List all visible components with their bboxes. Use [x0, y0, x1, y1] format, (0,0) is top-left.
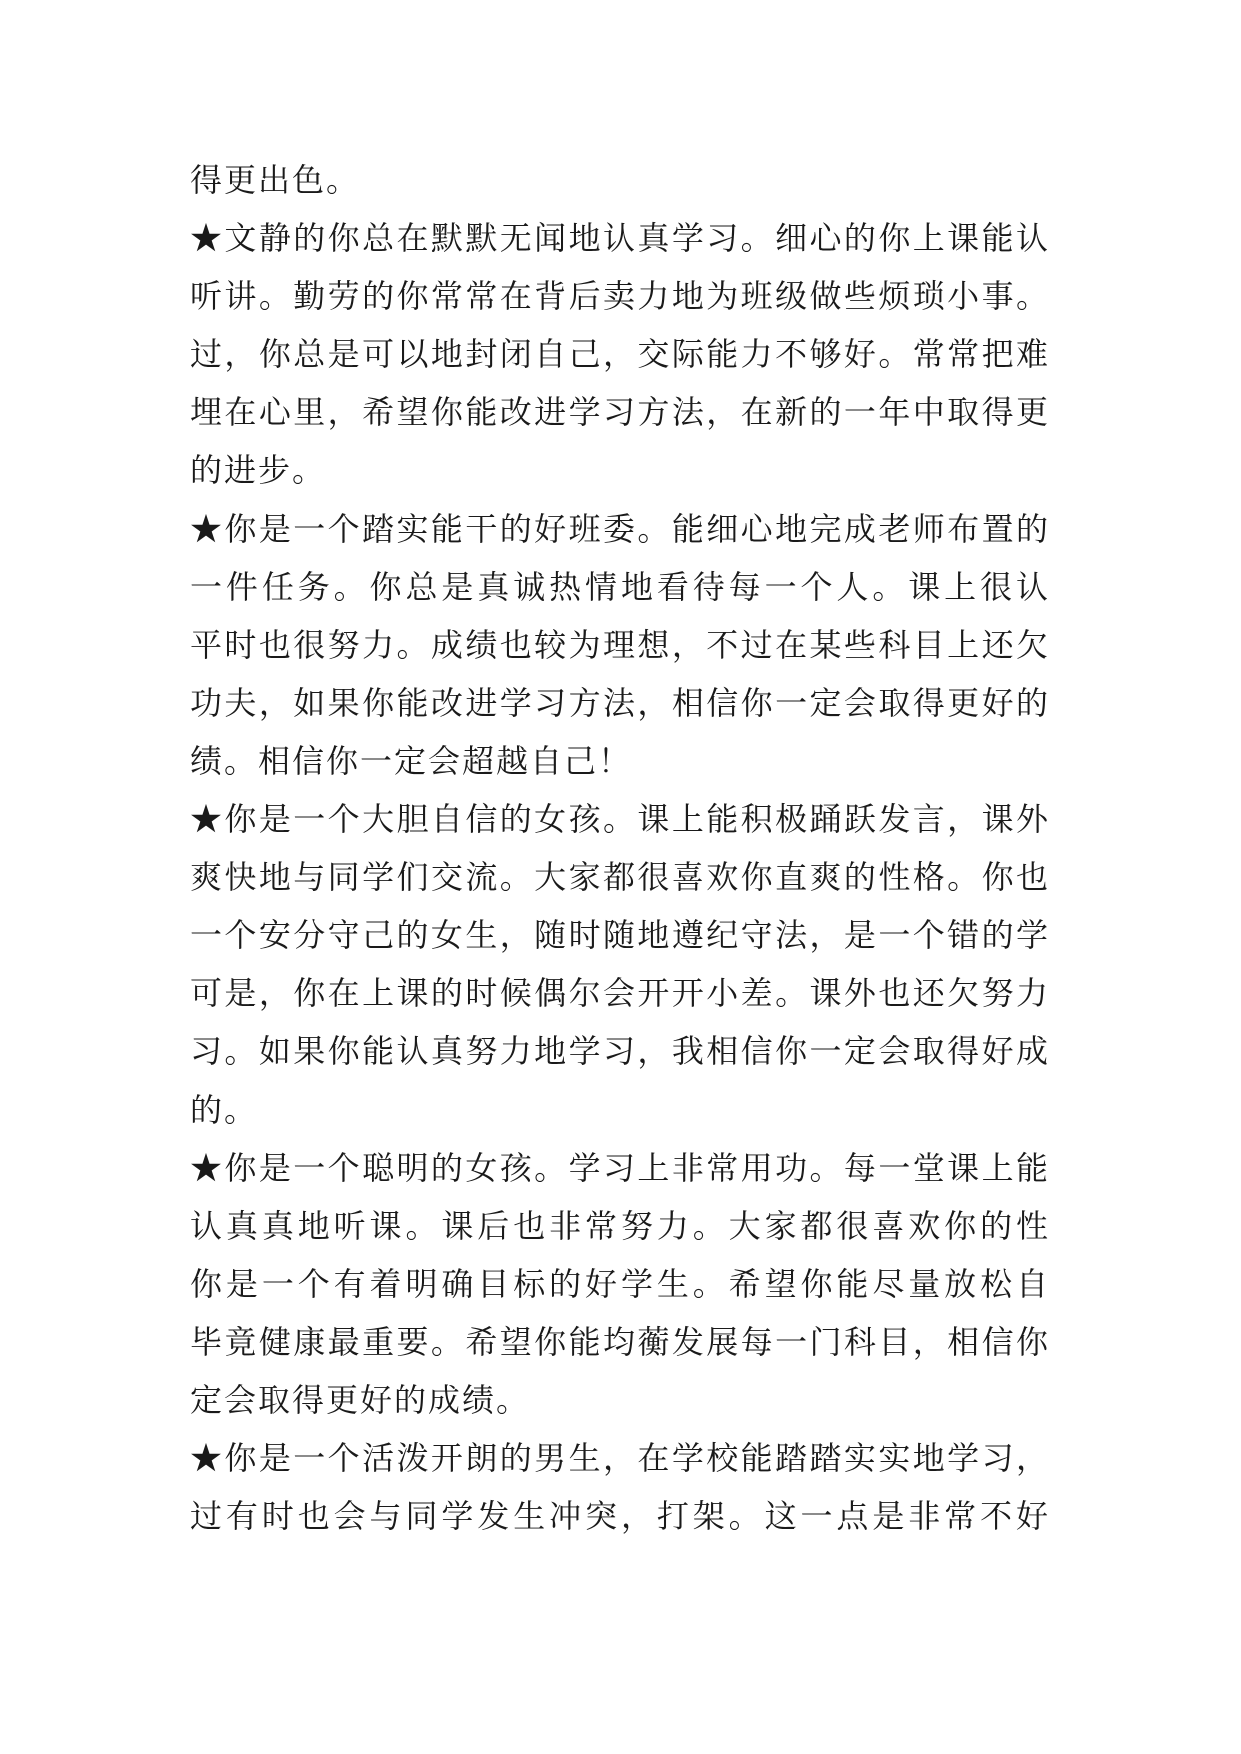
text-line: 绩。相信你一定会超越自己！ [190, 741, 633, 780]
text-line: 一个安分守己的女生，随时随地遵纪守法，是一个错的学 [190, 916, 1050, 955]
text-line: 听讲。勤劳的你常常在背后卖力地为班级做些烦琐小事。 [190, 277, 1050, 316]
text-line: 爽快地与同学们交流。大家都很喜欢你直爽的性格。你也 [190, 858, 1050, 897]
text-line: 埋在心里，希望你能改进学习方法，在新的一年中取得更 [190, 393, 1050, 432]
text-line: 得更出色。 [190, 161, 361, 199]
document-body [190, 151, 1050, 1545]
text-line: 的。 [190, 1090, 259, 1129]
text-line: ★你是一个聪明的女孩。学习上非常用功。每一堂课上能 [190, 1148, 1050, 1187]
text-line: ★文静的你总在默默无闻地认真学习。细心的你上课能认 [190, 219, 1050, 258]
text-line: 定会取得更好的成绩。 [190, 1380, 531, 1419]
text-line: 你是一个有着明确目标的好学生。希望你能尽量放松自 [190, 1264, 1050, 1303]
text-line: 可是，你在上课的时候偶尔会开开小差。课外也还欠努力 [190, 974, 1050, 1013]
text-line: 毕竟健康最重要。希望你能均蘅发展每一门科目，相信你 [190, 1322, 1050, 1361]
text-line: ★你是一个活泼开朗的男生，在学校能踏踏实实地学习， [190, 1439, 1050, 1478]
text-line: 平时也很努力。成绩也较为理想，不过在某些科目上还欠 [190, 625, 1050, 664]
text-line: 过，你总是可以地封闭自己，交际能力不够好。常常把难 [190, 335, 1050, 374]
text-line: 习。如果你能认真努力地学习，我相信你一定会取得好成 [190, 1032, 1050, 1071]
text-line: 一件任务。你总是真诚热情地看待每一个人。课上很认 [190, 567, 1050, 606]
text-line: ★你是一个大胆自信的女孩。课上能积极踊跃发言，课外 [190, 800, 1050, 839]
text-line: 功夫，如果你能改进学习方法，相信你一定会取得更好的 [190, 683, 1050, 722]
text-line: 认真真地听课。课后也非常努力。大家都很喜欢你的性 [190, 1206, 1050, 1245]
text-line: ★你是一个踏实能干的好班委。能细心地完成老师布置的 [190, 509, 1050, 548]
text-line: 的进步。 [190, 451, 327, 490]
text-line: 过有时也会与同学发生冲突，打架。这一点是非常不好 [190, 1497, 1050, 1536]
